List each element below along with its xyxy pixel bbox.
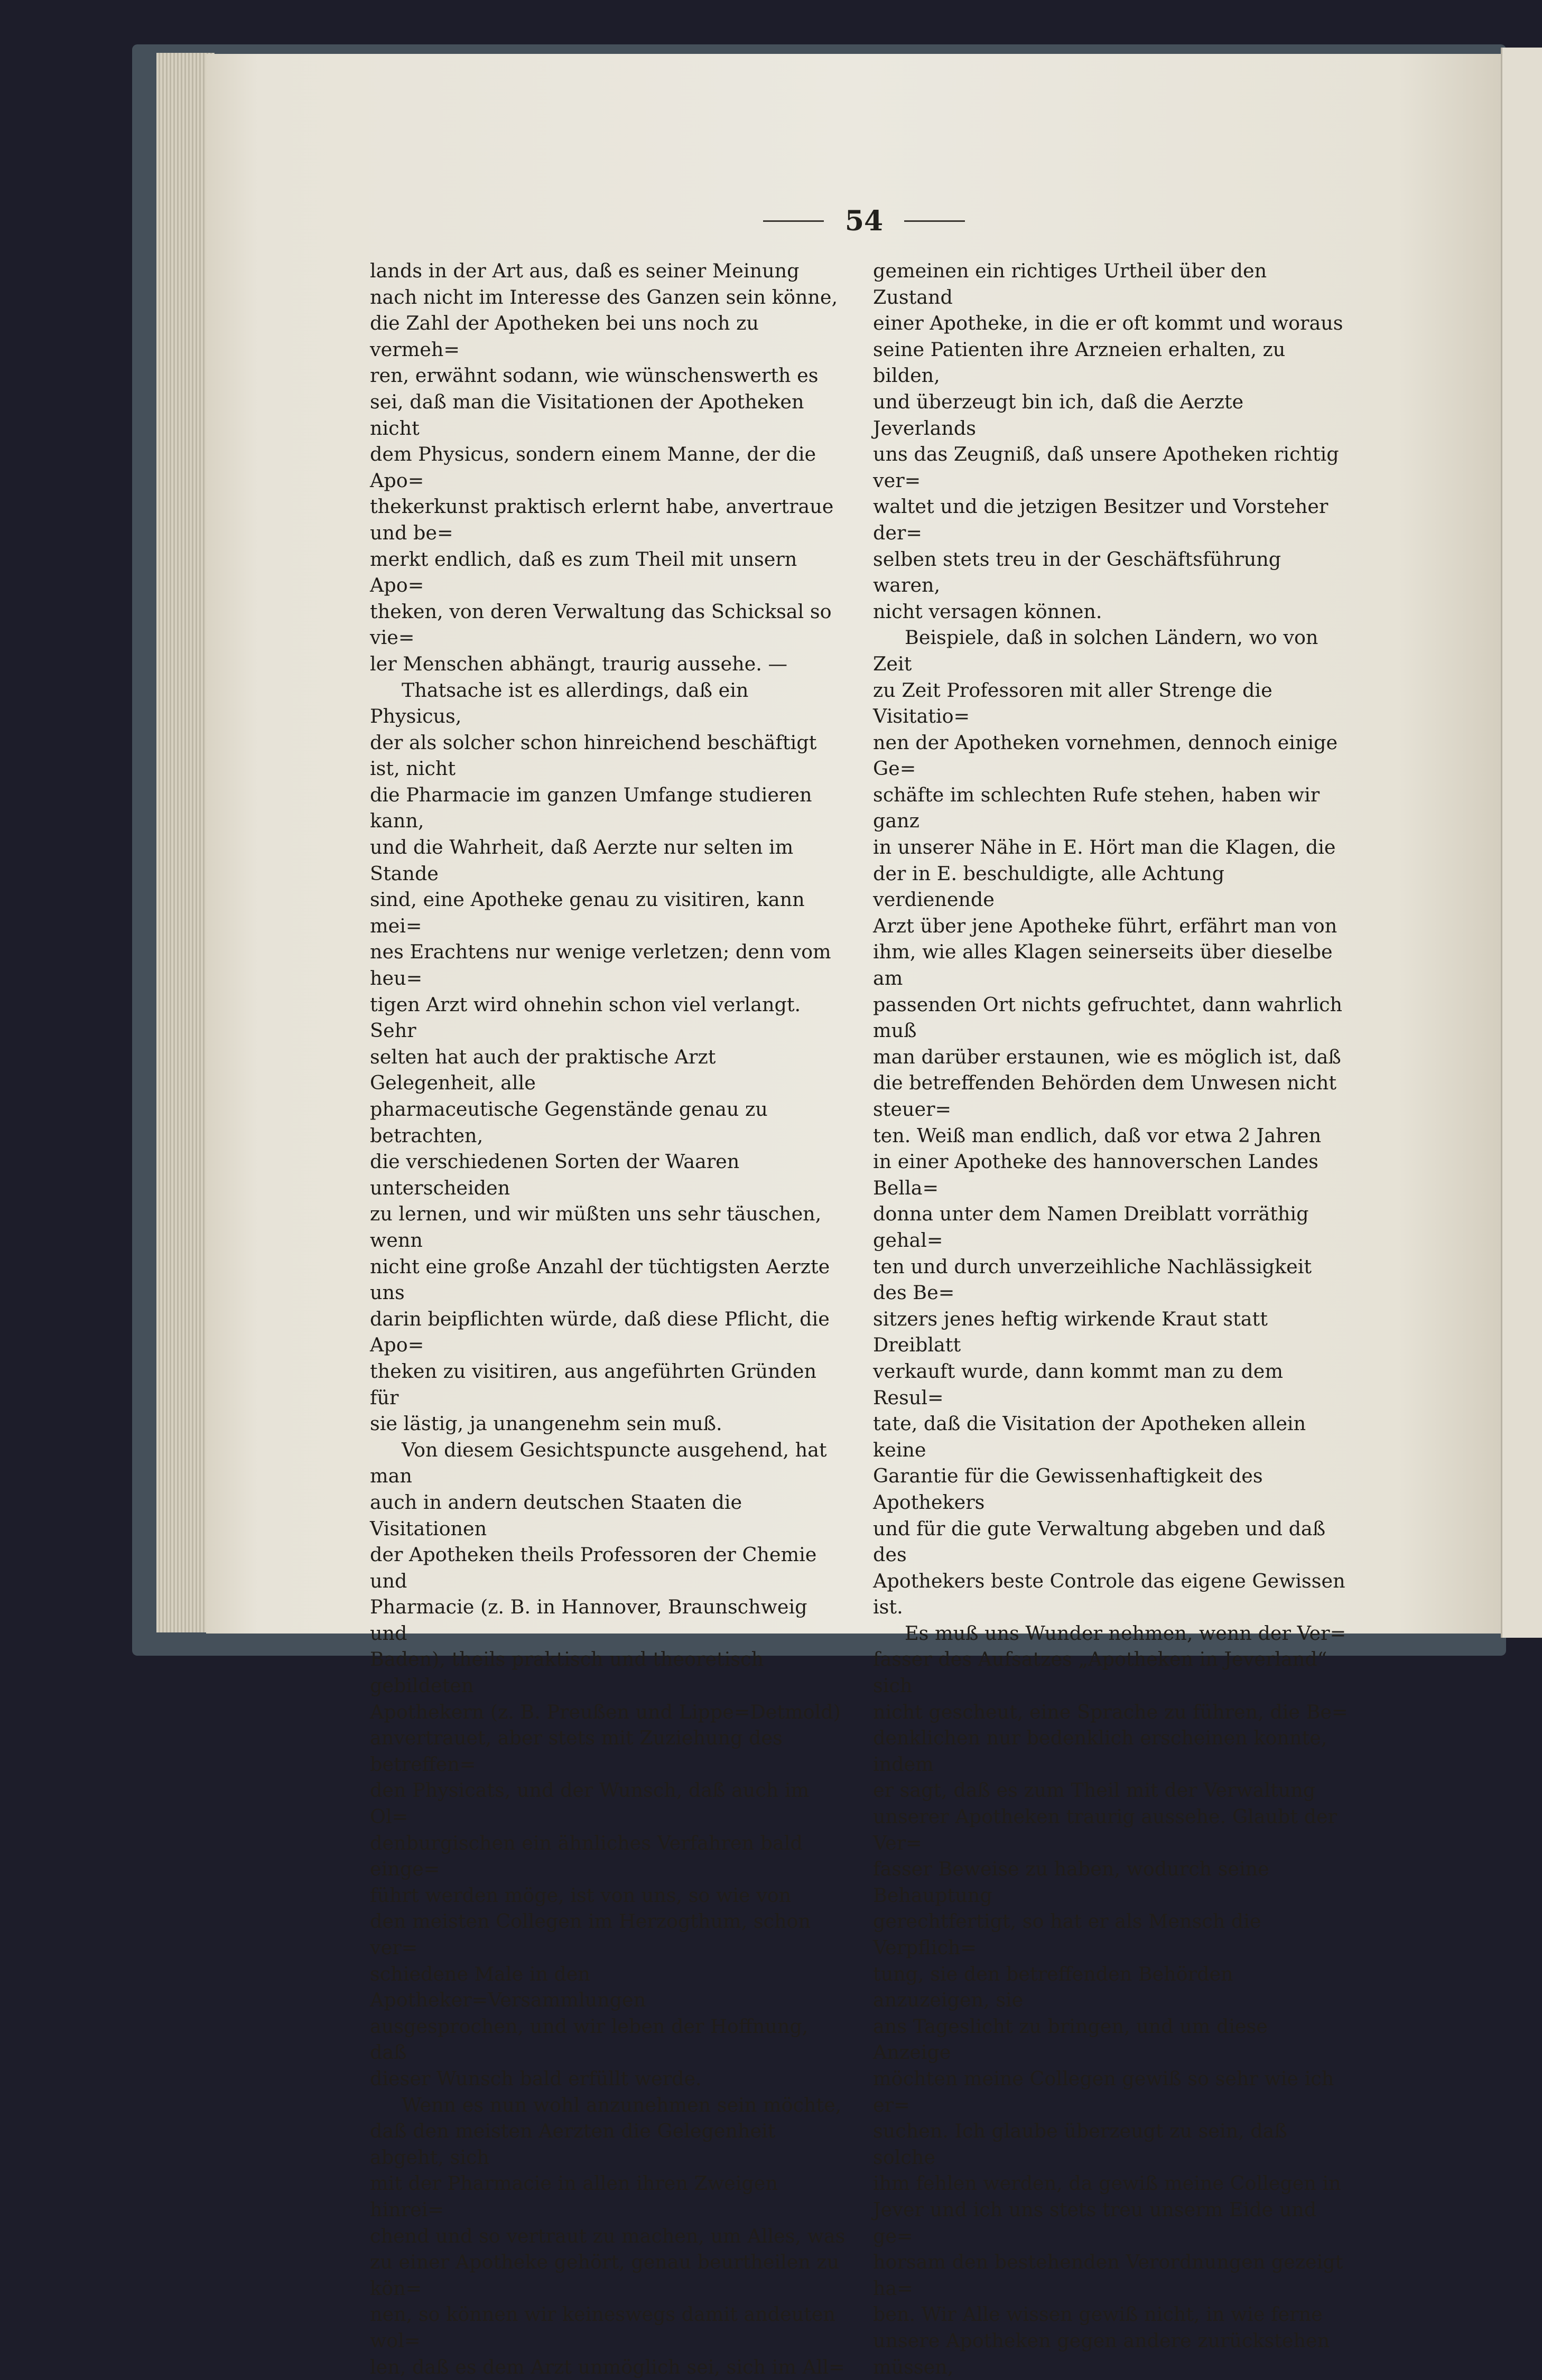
paragraph: gemeinen ein richtiges Urtheil über den Zustand einer Apotheke, in die er oft kommt und woraus seine Patienten ihre Arzneien erhalten, zu bilden, und überzeugt bin ich, daß die Aerzte Jeverlands uns das Zeugniß, daß unsere Apotheken richtig ver= waltet und die jetzigen Besitzer und Vorsteher der= selben stets treu in der Geschäftsführung waren, nicht versagen können. (873, 259, 1343, 623)
paragraph: Von diesem Gesichtspuncte ausgehend, hat man auch in andern deutschen Staaten die Visitationen der Apotheken theils Professoren der Chemie und Pharmacie (z. B. in Hannover, Braunschweig und Baden), theils praktisch und theoretisch gebildeten Apothekern (z. B. Preußen und Lippe=Detmold) anvertrauet, aber stets mit Zuziehung des betreffen= den Physicats, und der Wunsch, daß auch im Ol= denburgischen ein ähnliches Verfahren bald einge= führt werden möge, ist von uns, so wie von den meisten Collegen im Herzogthum, schon ver= schiedene Male in den Apotheker=Versammlungen ausgesprochen, und wir leben der Hoffnung, daß dieser Wunsch bald erfüllt werde. (370, 1438, 841, 2090)
paragraph: Beispiele, daß in solchen Ländern, wo von Zeit zu Zeit Professoren mit aller Strenge die Visitatio= nen der Apotheken vornehmen, dennoch einige Ge= schäfte im schlechten Rufe stehen, haben wir ganz in unserer Nähe in E. Hört man die Klagen, die der in E. beschuldigte, alle Achtung verdienende Arzt über jene Apotheke führt, erfährt man von ihm, wie alles Klagen seinerseits über dieselbe am passenden Ort nichts gefruchtet, dann wahrlich muß man darüber erstaunen, wie es möglich ist, daß die betreffenden Behörden dem Unwesen nicht steuer= ten. Weiß man endlich, daß vor etwa 2 Jahren in einer Apotheke des hannoverschen Landes Bella= donna unter dem Namen Dreiblatt vorräthig gehal= ten und durch unverzeihliche Nachlässigkeit des Be= sitzers jenes heftig wirkende Kraut statt Dreiblatt verkauft wurde, dann kommt man zu dem Resul= tate, daß die Visitation der Apotheken allein keine Garantie für die Gewissenhaftigkeit des Apothekers und für die gute Verwaltung abgeben und daß des Apothekers beste Controle das eigene Gewissen ist. (873, 626, 1345, 1619)
adjacent-page-edge (1501, 48, 1542, 1638)
page-number: 54 (844, 204, 884, 237)
paragraph: Thatsache ist es allerdings, daß ein Physicus, der als solcher schon hinreichend beschäftigt ist, nicht die Pharmacie im ganzen Umfange studieren kann, und die Wahrheit, daß Aerzte nur selten im Stande sind, eine Apotheke genau zu visitiren, kann mei= nes Erachtens nur wenige verletzen; denn vom heu= tigen Arzt wird ohnehin schon viel verlangt. Sehr selten hat auch der praktische Arzt Gelegenheit, alle pharmaceutische Gegenstände genau zu betrachten, die verschiedenen Sorten der Waaren unterscheiden zu lernen, und wir müßten uns sehr täuschen, wenn nicht eine große Anzahl der tüchtigsten Aerzte uns darin beipflichten würde, daß diese Pflicht, die Apo= theken zu visitiren, aus angeführten Gründen für sie lästig, ja unangenehm sein muß. (370, 678, 831, 1435)
paragraph: Es muß uns Wunder nehmen, wenn der Ver= fasser des Aufsatzes „Apotheken in Jeverland“ sich nicht gescheut, eine Sprache zu führen, die Be= denklichen nur bedenklich erscheinen konnte, indem er sagt, daß es zum Theil mit der Verwaltung unserer Apotheken traurig aussehe. Glaubt der Ver= fasser Beweise zu haben, wodurch seine Behauptung gerechtfertigt, so hat er als Mensch die Verpflich= tung, sie den betreffenden Behörden anzuzeigen, sie ans Tageslicht zu bringen, und um diese Anzeige möchten meine Collegen gewiß so sehr wie ich er= suchen. Ich glaube überzeugt zu sein, daß solche ihm fehlen werden, da gewiß meine Collegen in Jever und ich uns stets treu unserm Eide und ge= horsam den bestehenden Verordnungen gezeigt ha= ben. Wir Alle wissen gewiß nicht, in wie ferne unsere Apotheken gegen andere zurückstehen müssen, (873, 1621, 1348, 2378)
text-column-left (370, 258, 846, 2380)
header-rule-right (904, 220, 965, 222)
header-rule-left (763, 220, 824, 222)
paragraph: lands in der Art aus, daß es seiner Meinung nach nicht im Interesse des Ganzen sein könne, die Zahl der Apotheken bei uns noch zu vermeh= ren, erwähnt sodann, wie wünschenswerth es sei, daß man die Visitationen der Apotheken nicht dem Physicus, sondern einem Manne, der die Apo= thekerkunst praktisch erlernt habe, anvertraue und be= merkt endlich, daß es zum Theil mit unsern Apo= theken, von deren Verwaltung das Schicksal so vie= ler Menschen abhängt, traurig aussehe. — (370, 259, 838, 675)
page-header (740, 200, 988, 242)
text-column-right (873, 258, 1349, 2380)
paragraph: Wenn es nun wohl anzunehmen sein möchte, daß den meisten Aerzten die Gelegenheit abgeht, sich mit der Pharmacie in allen ihren Zweigen hinrei= chend und so vertraut zu machen, um Alles, was zu einer Apotheke gehört, genau beurtheilen zu kön= nen, so können wir keineswegs damit andeuten wol= len, daß es dem Arzt unmöglich sei, sich im All= (370, 2093, 846, 2378)
